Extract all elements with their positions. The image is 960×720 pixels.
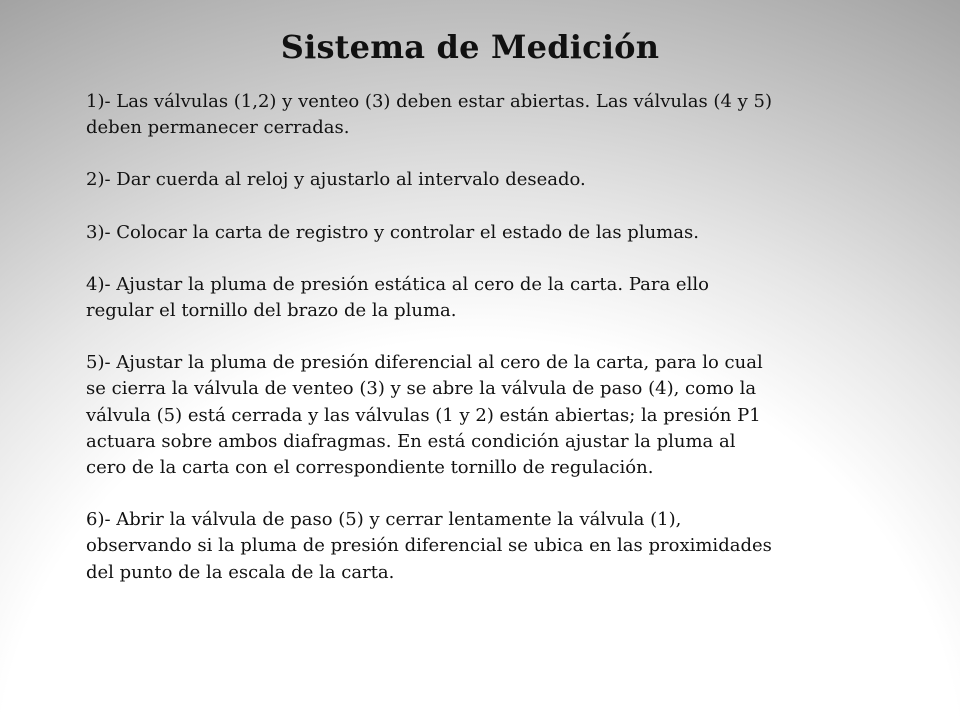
step-6-line: 6)- Abrir la válvula de paso (5) y cerrar lentamente la válvula (1), bbox=[86, 509, 682, 531]
step-5-line: 5)- Ajustar la pluma de presión diferencial al cero de la carta, para lo cual bbox=[86, 352, 763, 374]
step-5-line: se cierra la válvula de venteo (3) y se abre la válvula de paso (4), como la bbox=[86, 378, 757, 400]
step-6-paragraph bbox=[86, 507, 886, 586]
step-5-line: válvula (5) está cerrada y las válvulas (1 y 2) están abiertas; la presión P1 bbox=[86, 404, 761, 426]
slide-title: Sistema de Medición bbox=[280, 28, 660, 66]
step-2-paragraph bbox=[86, 167, 886, 193]
step-4-paragraph bbox=[86, 272, 886, 324]
step-5-line: actuara sobre ambos diafragmas. En está condición ajustar la pluma al bbox=[86, 430, 736, 452]
slide-body bbox=[86, 89, 886, 612]
step-4-line: 4)- Ajustar la pluma de presión estática al cero de la carta. Para ello bbox=[86, 273, 709, 295]
step-3-line: 3)- Colocar la carta de registro y controlar el estado de las plumas. bbox=[86, 221, 699, 243]
step-3-paragraph bbox=[86, 220, 886, 246]
step-4-line: regular el tornillo del brazo de la pluma. bbox=[86, 300, 457, 322]
step-2-line: 2)- Dar cuerda al reloj y ajustarlo al intervalo deseado. bbox=[86, 169, 586, 191]
step-5-line: cero de la carta con el correspondiente tornillo de regulación. bbox=[86, 457, 654, 479]
step-6-line: del punto de la escala de la carta. bbox=[86, 561, 395, 583]
step-1-line: 1)- Las válvulas (1,2) y venteo (3) deben estar abiertas. Las válvulas (4 y 5) bbox=[86, 91, 772, 112]
step-1-line: deben permanecer cerradas. bbox=[86, 117, 350, 139]
step-6-line: observando si la pluma de presión diferencial se ubica en las proximidades bbox=[86, 535, 772, 557]
step-1-paragraph bbox=[86, 89, 886, 141]
step-5-paragraph bbox=[86, 350, 886, 481]
